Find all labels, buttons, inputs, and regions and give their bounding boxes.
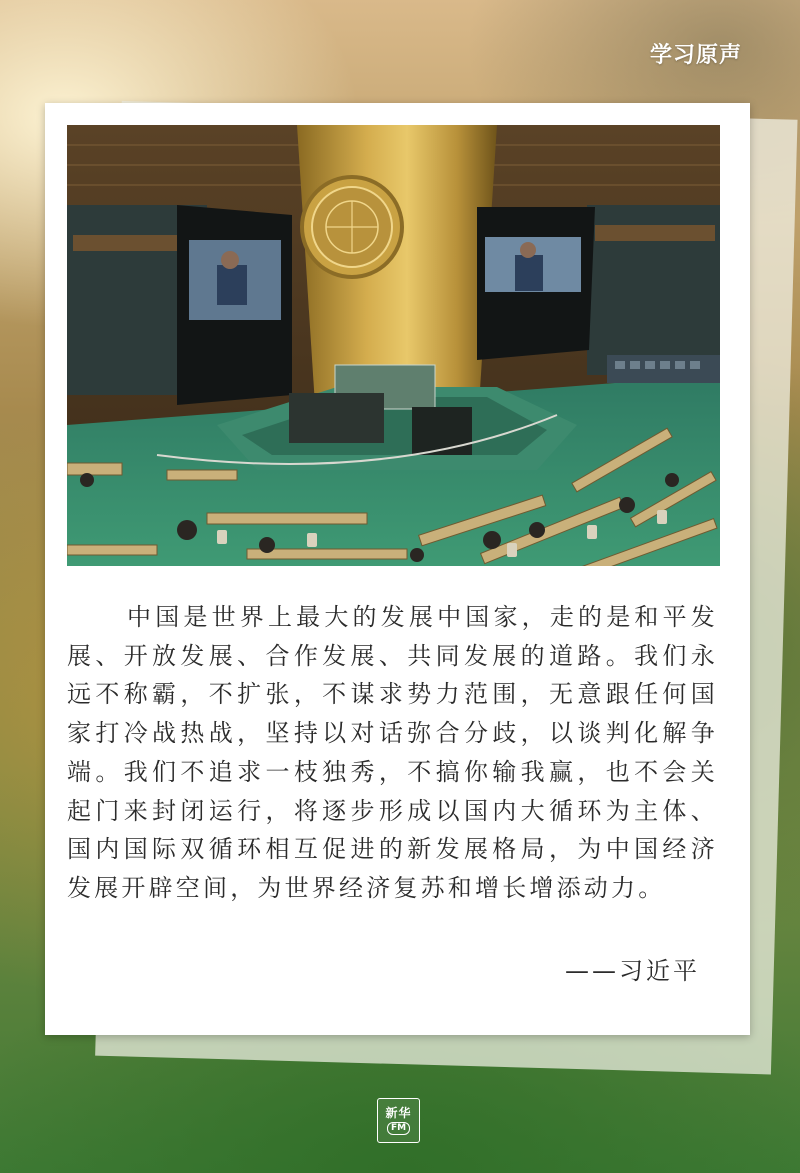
quote-author: ——习近平 — [565, 957, 700, 985]
logo-text: 新华 — [385, 1106, 412, 1120]
un-assembly-hall-photo — [67, 125, 720, 566]
xinhua-fm-logo — [377, 1098, 420, 1143]
logo-fm-badge: FM — [387, 1122, 410, 1135]
section-label: 学习原声 — [649, 42, 742, 68]
quote-text: 中国是世界上最大的发展中国家，走的是和平发展、开放发展、合作发展、共同发展的道路。我们永远不称霸，不扩张，不谋求势力范围，无意跟任何国家打冷战热战，坚持以对话弥合分歧，以谈判化解争端。我们不追求一枝独秀，不搞你输我赢，也不会关起门来封闭运行，将逐步形成以国内大循环为主体、国内国际双循环相互促进的新发展格局，为中国经济发展开辟空间，为世界经济复苏和增长增添动力。 — [67, 603, 718, 902]
quote-card — [45, 103, 750, 1035]
